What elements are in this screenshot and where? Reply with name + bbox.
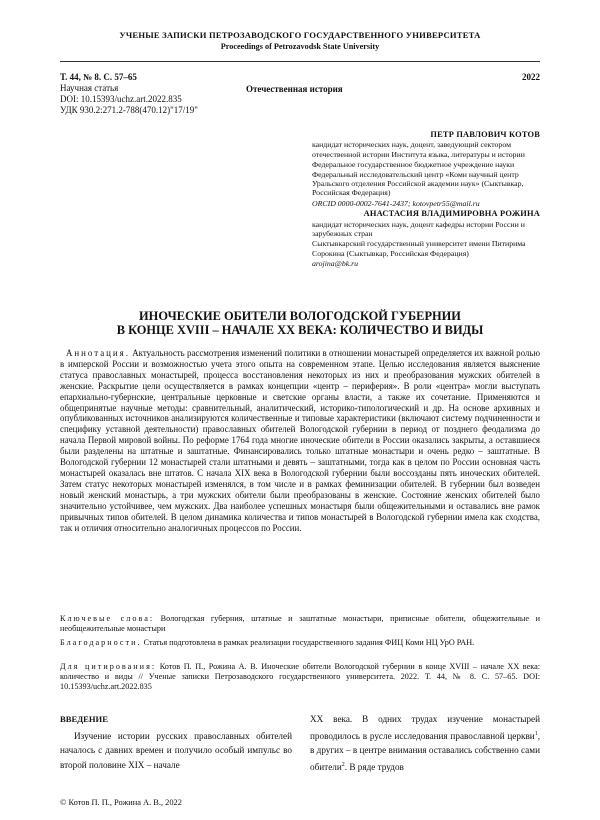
body-text-left: Изучение истории русских православных обителей началось с давних времен и получило особый импульс во второй половине XIX – начале — [60, 730, 292, 770]
doi[interactable]: DOI: 10.15393/uchz.art.2022.835 — [60, 94, 182, 104]
keywords-label: Ключевые слова: — [60, 614, 155, 623]
citation-text: Котов П. П., Рожина А. В. Иноческие обители Вологодской губернии в конце XVIII – начале XX века: количество и виды // Ученые записки Петрозаводского государственного университета. 2022. Т. 44, № 8. С. 57–65. DOI: 10.15393/uchz.art.2022.835 — [60, 662, 541, 691]
footnote-ref[interactable]: 1 — [534, 730, 538, 737]
abstract-text: Актуальность рассмотрения изменений политики в отношении монастырей определяется их важной ролью в имперской России и возможностью учета этого опыта на современном этапе. Целью исследования является выяснение статуса православных монастырей, процесса восстановления некоторых из них и преобразования мужских обителей в женские. Раскрытие цели осуществляется в рамках концепции «центр – периферия». В роли «центра» могли выступать епархиально-губернские, центральные церковные и светские органы власти, а также их сочетание. Применяются и общепринятые научные методы: сравнительный, аналитический, историко-типологический и др. На основе архивных и опубликованных источников анализируются количественные и типовые характеристики (включают систему подчиненности и специфику уставной деятельности) православных обителей Вологодской губернии в период от позднего феодализма до начала Первой мировой войны. По реформе 1764 года многие иноческие обители в России оказались закрыты, а оставшиеся были разделены на штатные и заштатные. Финансировались только штатные монастыри и очень редко – заштатные. В Вологодской губернии 12 монастырей стали штатными и девять – заштатными, тогда как в целом по России основная часть монастырей оказалась вне штатов. С начала XIX века в Вологодской губернии были воссозданы пять иноческих обителей. Затем статус некоторых монастырей изменялся, в том числе и в рамках феминизации обителей. В губернии был возведен новый женский монастырь, а три мужских обители были преобразованы в женские. Состояние женских обителей было значительно устойчивее, чем мужских. Два наиболее успешных монастыря были общежительными и оставались вне рамок привычных типов обителей. В целом динамика количества и типов монастырей в Вологодской губернии имела как сходства, так и отличия относительно аналогичных процессов по России. — [60, 348, 541, 533]
header-divider — [60, 61, 540, 62]
body-text-right: . В ряде трудов — [344, 761, 404, 772]
body-text-right: , в других – в центре внимания оставались собственно сами обители — [310, 730, 540, 772]
article-meta — [60, 72, 540, 116]
volume-pages: Т. 44, № 8. С. 57–65 — [60, 72, 137, 82]
body-text-right: XX века. В одних трудах изучение монастырей проводилось в русле исследования православной церкви — [310, 714, 540, 741]
section-heading: ВВЕДЕНИЕ — [60, 714, 108, 724]
rubric: Отечественная история — [246, 84, 343, 94]
title-line-1: ИНОЧЕСКИЕ ОБИТЕЛИ ВОЛОГОДСКОЙ ГУБЕРНИИ — [139, 309, 461, 323]
journal-subtitle: Proceedings of Petrozavodsk State University — [220, 42, 380, 51]
journal-title: УЧЕНЫЕ ЗАПИСКИ ПЕТРОЗАВОДСКОГО ГОСУДАРСТВЕННОГО УНИВЕРСИТЕТА — [119, 30, 481, 40]
author-institution: Федеральное государственное бюджетное учреждение науки Федеральный исследовательский центр «Коми научный центр Уральского отделения Российской академии наук» (Сыктывкар, Российская Федерация) — [312, 160, 524, 198]
footnote-ref[interactable]: 2 — [341, 761, 345, 768]
author-position: кандидат исторических наук, доцент кафедры истории России и зарубежных стран — [312, 219, 525, 239]
author-name: АНАСТАСИЯ ВЛАДИМИРОВНА РОЖИНА — [363, 209, 540, 219]
journal-header — [60, 30, 540, 51]
title-line-2: В КОНЦЕ XVIII – НАЧАЛЕ XX ВЕКА: КОЛИЧЕСТВО И ВИДЫ — [116, 323, 484, 337]
publication-year: 2022 — [522, 72, 540, 82]
article-type: Научная статья — [60, 83, 119, 93]
article-title — [60, 309, 540, 337]
authors-block — [312, 130, 540, 269]
citation-label: Для цитирования: — [60, 662, 157, 671]
udk: УДК 930.2:271.2-788(470.12)"17/19" — [60, 105, 198, 115]
abstract-label: Аннотация. — [66, 348, 130, 358]
body-column-left — [60, 712, 292, 772]
acknowledgments — [60, 638, 540, 648]
author-email[interactable]: arojina@bk.ru — [312, 259, 359, 269]
acknowledgments-text: Статья подготовлена в рамках реализации государственного задания ФИЦ Коми НЦ УрО РАН. — [143, 638, 475, 647]
author-name: ПЕТР ПАВЛОВИЧ КОТОВ — [430, 130, 540, 139]
copyright: © Котов П. П., Рожина А. В., 2022 — [60, 798, 182, 807]
keywords — [60, 614, 540, 634]
acknowledgments-label: Благодарности. — [60, 638, 142, 647]
author-orcid-email[interactable]: ORCID 0000-0002-7641-2437; kotovpetr55@mail.ru — [312, 198, 480, 208]
body-column-right — [310, 712, 540, 775]
citation — [60, 662, 540, 692]
author-institution: Сыктывкарский государственный университет имени Питирима Сорокина (Сыктывкар, Российская Федерация) — [312, 239, 526, 258]
keywords-text: Вологодская губерния, штатные и заштатные монастыри, приписные обители, общежительные и необщежительные монастыри — [60, 614, 540, 633]
abstract — [60, 348, 540, 533]
author-position: кандидат исторических наук, доцент, заведующий сектором отечественной истории Института языка, литературы и истории — [312, 140, 525, 159]
